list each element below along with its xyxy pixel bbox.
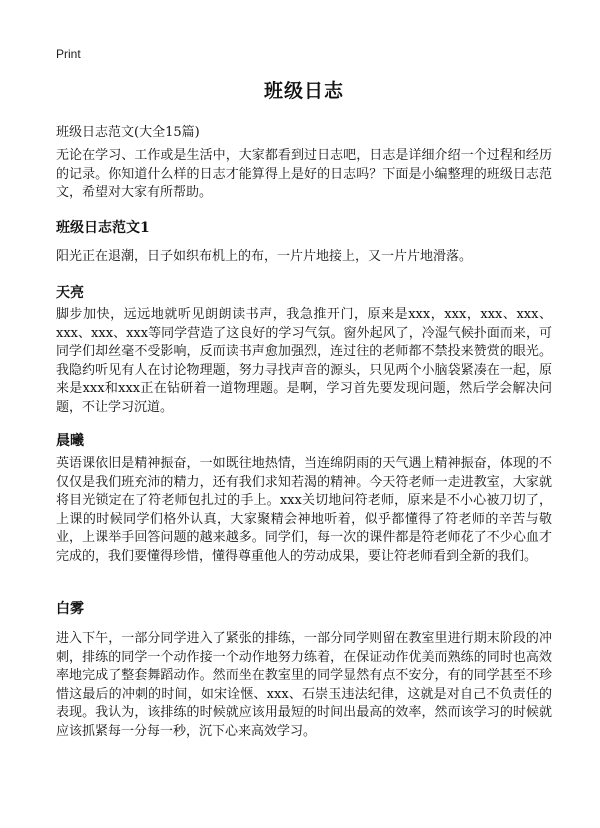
section-heading-morning: 晨曦 xyxy=(56,433,84,449)
section1-paragraph: 阳光正在退潮，日子如织布机上的布，一片片地接上，又一片片地滑落。 xyxy=(56,249,473,264)
section1-paragraph-block xyxy=(56,248,552,267)
document-subtitle: 班级日志范文(大全15篇) xyxy=(56,125,200,140)
section-morning-paragraph-block xyxy=(56,455,552,566)
section-dawn-paragraph: 脚步加快，远远地就听见朗朗读书声，我急推开门，原来是xxx，xxx，xxx、xxx、xxx、xxx、xxx等同学营造了这良好的学习气氛。窗外起风了，冷湿气候扑面而来，可同学们却丝毫不受影响，反而读书声愈加强烈，连过往的老师都不禁投来赞赏的眼光。我隐约听见有人在讨论物理题，努力寻找声音的源头，只见两个小脑袋紧凑在一起，原来是xxx和xxx正在钻研着一道物理题。是啊，学习首先要发现问题，然后学会解决问题，不让学习沉道。 xyxy=(56,307,552,415)
section-morning-paragraph: 英语课依旧是精神振奋，一如既往地热情，当连绵阴雨的天气遇上精神振奋，体现的不仅仅是我们班充沛的精力，还有我们求知若渴的精神。今天符老师一走进教室，大家就将目光锁定在了符老师包扎过的手上。xxx关切地问符老师，原来是不小心被刀切了，上课的时候同学们格外认真，大家聚精会神地听着，似乎都懂得了符老师的辛苦与敬业，上课举手回答问题的越来越多。同学们，每一次的课件都是符老师花了不少心血才完成的，我们要懂得珍惜，懂得尊重他人的劳动成果，要让符老师看到全新的我们。 xyxy=(56,456,552,564)
section-heading: 班级日志范文1 xyxy=(56,220,150,236)
section-fog-paragraph: 进入下午，一部分同学进入了紧张的排练，一部分同学则留在教室里进行期末阶段的冲刺，排练的同学一个动作接一个动作地努力练着，在保证动作优美而熟练的同时也高效率地完成了整套舞蹈动作。然而坐在教室里的同学显然有点不安分，有的同学甚至不珍惜这最后的冲刺的时间，如宋诠惬、xxx、石崇玉违法纪律，这就是对自己不负责任的表现。我认为，该排练的时候就应该用最短的时间出最高的效率，然而该学习的时候就应该抓紧每一分每一秒，沉下心来高效学习。 xyxy=(56,631,552,739)
section-heading-fog: 白雾 xyxy=(56,601,84,617)
page-title: 班级日志 xyxy=(263,80,344,102)
intro-paragraph: 无论在学习、工作或是生活中，大家都看到过日志吧，日志是详细介绍一个过程和经历的记录。你知道什么样的日志才能算得上是好的日志吗？下面是小编整理的班级日志范文，希望对大家有所帮助。 xyxy=(56,148,552,200)
section-heading-dawn: 天亮 xyxy=(56,285,84,301)
print-link[interactable]: Print xyxy=(56,47,81,61)
intro-paragraph-block xyxy=(56,147,552,203)
section-dawn-paragraph-block xyxy=(56,306,552,417)
section-fog-paragraph-block xyxy=(56,630,552,741)
